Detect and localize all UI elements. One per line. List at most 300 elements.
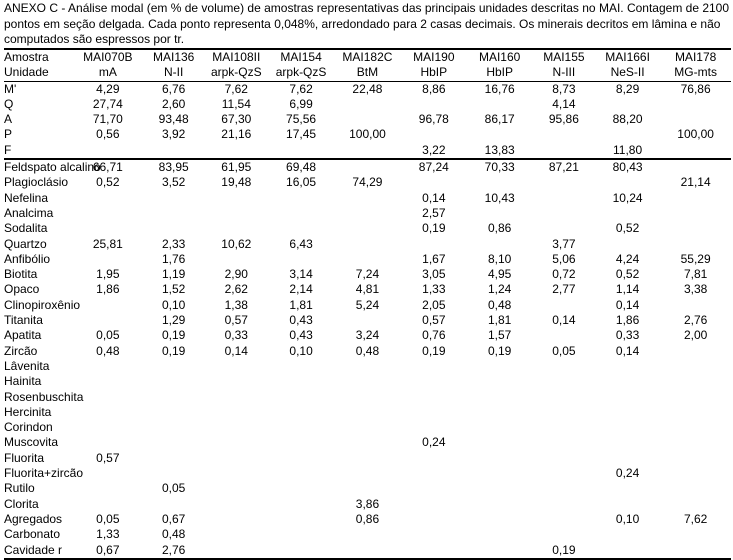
- table-cell: 5,06: [552, 251, 576, 266]
- table-cell: [660, 143, 731, 159]
- table-cell: 3,52: [162, 175, 186, 190]
- table-cell: [533, 191, 595, 206]
- table-cell: [595, 359, 660, 374]
- table-cell: [533, 359, 595, 374]
- table-cell: [204, 191, 268, 206]
- table-cell: [204, 252, 268, 267]
- table-cell: [143, 221, 204, 236]
- header-cell: BtM: [334, 65, 401, 81]
- table-cell: [533, 512, 595, 527]
- table-cell: 0,14: [615, 297, 640, 312]
- row-label: F: [4, 142, 12, 157]
- table-cell: 75,56: [286, 112, 317, 127]
- table-cell: [268, 252, 333, 267]
- table-cell: 3,22: [422, 142, 446, 157]
- header-cell: MAI182C: [334, 49, 401, 65]
- table-cell: 0,72: [552, 267, 576, 282]
- table-cell: [204, 390, 268, 405]
- table-cell: [466, 420, 532, 435]
- row-label: Feldspato alcalino: [4, 160, 101, 175]
- table-cell: [401, 512, 466, 527]
- table-cell: [143, 420, 204, 435]
- table-cell: [268, 206, 333, 221]
- table-cell: [466, 543, 532, 559]
- table-row: [4, 298, 731, 313]
- table-cell: [268, 390, 333, 405]
- table-cell: [660, 97, 731, 112]
- table-cell: 0,67: [162, 511, 186, 526]
- table-cell: 13,83: [484, 142, 515, 157]
- table-cell: [334, 112, 401, 127]
- table-cell: [268, 191, 333, 206]
- table-cell: 2,05: [422, 297, 446, 312]
- header-cell: MAI136: [143, 49, 204, 65]
- table-caption: ANEXO C - Análise modal (em % de volume) de amostras representativas das principais unidades descritas no MAI. Contagem de 2100 pontos em seção delgada. Cada ponto representa 0,048%, arredondado para 2 casas decimais. Os minerais decritos em lâmina e não computados são espressos por tr.: [4, 1, 730, 46]
- table-cell: [466, 466, 532, 481]
- table-cell: 2,33: [162, 236, 186, 251]
- table-cell: [533, 527, 595, 542]
- table-row: [4, 81, 731, 97]
- table-cell: [660, 112, 731, 127]
- row-label: Cavidade r: [4, 543, 73, 559]
- table-cell: 1,86: [615, 313, 640, 328]
- table-cell: [268, 435, 333, 450]
- table-cell: 11,54: [221, 96, 251, 111]
- table-cell: [533, 420, 595, 435]
- table-cell: [533, 143, 595, 159]
- table-cell: [334, 466, 401, 481]
- table-cell: [595, 435, 660, 450]
- table-cell: 4,95: [487, 267, 512, 282]
- table-cell: 1,81: [289, 297, 313, 312]
- table-cell: [595, 237, 660, 252]
- table-cell: 2,90: [224, 267, 248, 282]
- row-label: P: [4, 127, 13, 142]
- table-cell: 1,81: [487, 313, 512, 328]
- table-cell: [204, 405, 268, 420]
- table-cell: 0,43: [289, 313, 313, 328]
- table-cell: [73, 405, 144, 420]
- table-cell: [401, 451, 466, 466]
- table-cell: 3,05: [422, 267, 446, 282]
- table-cell: [334, 543, 401, 559]
- table-cell: [533, 328, 595, 343]
- table-cell: 55,29: [680, 251, 711, 266]
- table-cell: [466, 237, 532, 252]
- table-cell: [595, 527, 660, 542]
- table-cell: [401, 527, 466, 542]
- table-cell: [143, 466, 204, 481]
- table-cell: [204, 512, 268, 527]
- table-cell: [334, 374, 401, 389]
- table-cell: [595, 497, 660, 512]
- table-cell: 0,67: [73, 543, 144, 559]
- table-cell: [73, 374, 144, 389]
- table-cell: 25,81: [92, 236, 123, 251]
- table-cell: 3,24: [355, 328, 380, 343]
- table-cell: [401, 359, 466, 374]
- row-label: Apatita: [4, 328, 42, 343]
- table-cell: 1,86: [96, 282, 120, 297]
- table-cell: [268, 374, 333, 389]
- table-cell: [334, 435, 401, 450]
- table-cell: [533, 298, 595, 313]
- table-row: [4, 112, 731, 127]
- table-cell: 87,24: [401, 159, 466, 175]
- table-cell: 0,52: [615, 267, 640, 282]
- table-cell: 69,48: [268, 159, 333, 175]
- table-cell: 0,19: [422, 221, 446, 236]
- table-cell: [660, 237, 731, 252]
- table-row: [4, 344, 731, 359]
- table-cell: [143, 206, 204, 221]
- row-label: Lâvenita: [4, 358, 50, 373]
- table-cell: [334, 420, 401, 435]
- table-cell: [334, 252, 401, 267]
- table-cell: 6,43: [289, 236, 313, 251]
- table-cell: [334, 313, 401, 328]
- row-label: Hercinita: [4, 404, 52, 419]
- table-cell: [204, 359, 268, 374]
- table-cell: [466, 405, 532, 420]
- table-row: [4, 451, 731, 466]
- table-cell: 4,81: [355, 282, 380, 297]
- table-cell: 7,62: [289, 81, 313, 96]
- table-cell: [466, 206, 532, 221]
- table-cell: 0,48: [162, 527, 186, 542]
- row-label: A: [4, 112, 13, 127]
- modal-analysis-table: [4, 48, 731, 560]
- table-cell: [204, 374, 268, 389]
- table-cell: 1,76: [162, 251, 186, 266]
- table-row: [4, 143, 731, 159]
- header-cell: MAI155: [533, 49, 595, 65]
- row-label: Fluorita+zircão: [4, 466, 84, 481]
- table-cell: [660, 543, 731, 559]
- table-cell: [466, 481, 532, 496]
- table-cell: [401, 237, 466, 252]
- table-cell: [533, 206, 595, 221]
- table-cell: 0,19: [162, 328, 186, 343]
- table-cell: 3,92: [162, 127, 186, 142]
- table-cell: 0,14: [552, 313, 576, 328]
- table-cell: [660, 451, 731, 466]
- table-row: [4, 97, 731, 112]
- table-row: [4, 127, 731, 142]
- table-row: [4, 405, 731, 420]
- table-cell: [143, 497, 204, 512]
- table-cell: [533, 221, 595, 236]
- header-cell: HbIP: [401, 65, 466, 81]
- table-cell: 61,95: [204, 159, 268, 175]
- table-cell: 1,29: [162, 313, 186, 328]
- header-cell: MAI178: [660, 49, 731, 65]
- row-label: Carbonato: [4, 527, 61, 542]
- table-cell: 1,33: [96, 527, 120, 542]
- table-cell: 17,45: [286, 127, 317, 142]
- table-cell: [660, 435, 731, 450]
- header-cell: Unidade: [4, 65, 73, 81]
- table-cell: [73, 420, 144, 435]
- table-cell: [143, 143, 204, 159]
- table-cell: [334, 390, 401, 405]
- table-row: [4, 267, 731, 282]
- table-cell: [73, 359, 144, 374]
- table-cell: 1,33: [422, 282, 446, 297]
- table-cell: [334, 451, 401, 466]
- table-cell: 0,57: [224, 313, 248, 328]
- table-cell: [466, 497, 532, 512]
- table-cell: [204, 420, 268, 435]
- table-cell: [268, 221, 333, 236]
- table-cell: 2,14: [289, 282, 313, 297]
- table-cell: [595, 420, 660, 435]
- table-cell: 16,05: [286, 175, 317, 190]
- table-cell: 0,48: [96, 343, 120, 358]
- row-label: Sodalita: [4, 221, 48, 236]
- table-cell: [466, 374, 532, 389]
- table-cell: 3,86: [355, 496, 380, 511]
- table-cell: 7,24: [355, 267, 380, 282]
- header-cell: HbIP: [466, 65, 532, 81]
- table-cell: 0,57: [96, 450, 120, 465]
- table-cell: 0,56: [96, 127, 120, 142]
- table-row: [4, 390, 731, 405]
- header-cell: MAI154: [268, 49, 333, 65]
- table-cell: [268, 481, 333, 496]
- table-cell: [143, 374, 204, 389]
- table-cell: [334, 97, 401, 112]
- table-cell: [660, 481, 731, 496]
- table-row: [4, 175, 731, 190]
- table-cell: [660, 527, 731, 542]
- table-cell: 1,57: [487, 328, 512, 343]
- header-row-unit: [4, 65, 731, 81]
- table-cell: [143, 435, 204, 450]
- table-cell: [334, 359, 401, 374]
- table-cell: 0,57: [422, 313, 446, 328]
- table-cell: [660, 420, 731, 435]
- table-cell: 6,99: [289, 96, 313, 111]
- table-cell: 21,16: [221, 127, 252, 142]
- table-row: [4, 466, 731, 481]
- table-cell: [143, 451, 204, 466]
- header-cell: MAI070B: [73, 49, 144, 65]
- table-cell: [143, 191, 204, 206]
- table-cell: [334, 206, 401, 221]
- table-row: [4, 282, 731, 297]
- table-cell: [660, 359, 731, 374]
- row-label: Anfibólio: [4, 251, 51, 266]
- table-cell: [595, 374, 660, 389]
- table-row: [4, 221, 731, 236]
- table-cell: 3,14: [289, 267, 313, 282]
- table-cell: 1,95: [96, 267, 120, 282]
- table-cell: 0,33: [615, 328, 640, 343]
- table-body: [4, 81, 731, 559]
- table-cell: [533, 435, 595, 450]
- row-label: Q: [4, 96, 14, 111]
- table-row: [4, 237, 731, 252]
- table-cell: 1,14: [615, 282, 640, 297]
- table-cell: 2,00: [683, 328, 708, 343]
- table-cell: [334, 159, 401, 175]
- table-cell: [73, 435, 144, 450]
- table-cell: 8,73: [552, 81, 576, 96]
- table-cell: 3,77: [552, 236, 576, 251]
- table-cell: 0,10: [289, 343, 313, 358]
- table-row: [4, 191, 731, 206]
- table-row: [4, 374, 731, 389]
- table-cell: 0,76: [422, 328, 446, 343]
- table-cell: 0,86: [355, 511, 380, 526]
- row-label: Biotita: [4, 267, 38, 282]
- table-cell: [334, 527, 401, 542]
- table-cell: 11,80: [613, 142, 643, 157]
- table-cell: 0,52: [615, 221, 640, 236]
- table-cell: 4,14: [552, 96, 576, 111]
- table-cell: 100,00: [349, 127, 386, 142]
- table-cell: [401, 543, 466, 559]
- table-cell: [660, 206, 731, 221]
- table-cell: [401, 175, 466, 190]
- table-cell: [204, 206, 268, 221]
- table-cell: 70,33: [466, 159, 532, 175]
- table-cell: [73, 298, 144, 313]
- table-cell: [401, 97, 466, 112]
- table-cell: [533, 405, 595, 420]
- table-cell: [533, 127, 595, 142]
- table-cell: 7,62: [224, 81, 248, 96]
- table-cell: 5,24: [355, 297, 380, 312]
- header-cell: MAI190: [401, 49, 466, 65]
- row-label: Muscovita: [4, 435, 59, 450]
- table-row: [4, 159, 731, 175]
- table-cell: [466, 435, 532, 450]
- table-cell: 0,48: [355, 343, 380, 358]
- row-label: M': [4, 81, 17, 96]
- table-cell: [595, 481, 660, 496]
- table-cell: 67,30: [221, 112, 252, 127]
- table-cell: [660, 221, 731, 236]
- table-cell: 71,70: [92, 112, 123, 127]
- row-label: Fluorita: [4, 450, 45, 465]
- table-cell: [204, 497, 268, 512]
- table-cell: [595, 543, 660, 559]
- table-cell: 8,29: [615, 81, 640, 96]
- table-row: [4, 435, 731, 450]
- table-cell: [268, 466, 333, 481]
- table-row: [4, 527, 731, 542]
- table-cell: [204, 527, 268, 542]
- table-cell: [268, 527, 333, 542]
- table-row: [4, 328, 731, 343]
- table-cell: [401, 127, 466, 142]
- table-cell: 22,48: [352, 81, 383, 96]
- table-cell: [660, 405, 731, 420]
- table-cell: 2,60: [162, 96, 186, 111]
- table-cell: 16,76: [484, 81, 515, 96]
- table-cell: 19,48: [221, 175, 252, 190]
- table-cell: [660, 159, 731, 175]
- table-cell: 95,86: [548, 112, 579, 127]
- table-cell: [204, 481, 268, 496]
- table-row: [4, 420, 731, 435]
- table-cell: 1,52: [162, 282, 186, 297]
- table-cell: 4,24: [615, 251, 640, 266]
- table-cell: [73, 221, 144, 236]
- table-cell: [268, 497, 333, 512]
- table-row: [4, 206, 731, 221]
- table-cell: [595, 390, 660, 405]
- table-cell: 0,05: [162, 481, 186, 496]
- table-cell: [73, 390, 144, 405]
- table-cell: [660, 191, 731, 206]
- table-cell: 10,62: [221, 236, 252, 251]
- table-cell: 66,71: [73, 159, 144, 175]
- table-cell: [73, 191, 144, 206]
- table-cell: [466, 512, 532, 527]
- table-cell: 1,24: [487, 282, 512, 297]
- table-cell: 100,00: [677, 127, 714, 142]
- row-label: Rutilo: [4, 481, 35, 496]
- table-cell: [268, 420, 333, 435]
- table-cell: [595, 97, 660, 112]
- table-cell: 21,14: [680, 175, 711, 190]
- table-cell: [401, 481, 466, 496]
- row-label: Clorita: [4, 496, 39, 511]
- table-cell: [268, 512, 333, 527]
- row-label: Rosenbuschita: [4, 389, 84, 404]
- table-cell: [466, 175, 532, 190]
- table-cell: [466, 127, 532, 142]
- table-cell: [401, 405, 466, 420]
- table-cell: 6,76: [162, 81, 186, 96]
- table-cell: 4,29: [96, 81, 120, 96]
- row-label: Opaco: [4, 282, 40, 297]
- table-cell: [595, 175, 660, 190]
- table-cell: [660, 466, 731, 481]
- row-label: Corindon: [4, 420, 53, 435]
- table-cell: 96,78: [418, 112, 449, 127]
- table-cell: [466, 527, 532, 542]
- row-label: Titanita: [4, 313, 43, 328]
- row-label: Analcima: [4, 205, 54, 220]
- header-row-sample: [4, 49, 731, 65]
- table-cell: 10,43: [484, 190, 515, 205]
- table-cell: 27,74: [92, 96, 123, 111]
- table-cell: [533, 390, 595, 405]
- header-cell: arpk-QzS: [268, 65, 333, 81]
- row-label: Agregados: [4, 511, 63, 526]
- table-cell: [204, 221, 268, 236]
- table-cell: [401, 420, 466, 435]
- table-cell: [204, 143, 268, 159]
- table-cell: [660, 344, 731, 359]
- header-cell: MAI160: [466, 49, 532, 65]
- table-cell: 0,05: [96, 328, 120, 343]
- table-cell: 0,24: [615, 466, 640, 481]
- table-cell: 0,86: [487, 221, 512, 236]
- table-cell: 0,14: [615, 343, 640, 358]
- table-cell: [401, 390, 466, 405]
- table-cell: [595, 127, 660, 142]
- table-cell: 2,77: [552, 282, 576, 297]
- table-cell: [268, 143, 333, 159]
- table-cell: [595, 451, 660, 466]
- table-cell: 10,24: [612, 190, 643, 205]
- table-cell: 3,38: [683, 282, 708, 297]
